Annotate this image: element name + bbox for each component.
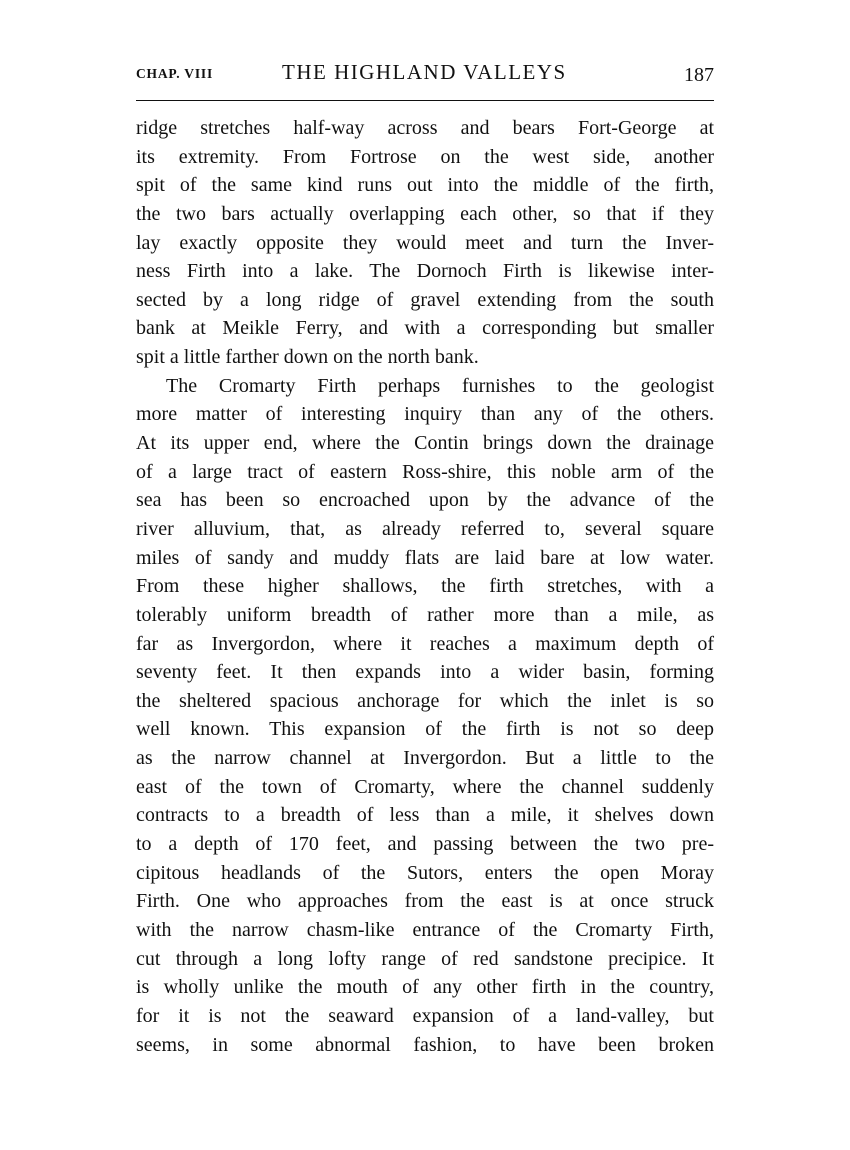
text-line: cipitous headlands of the Sutors, enters the open Moray	[136, 861, 714, 884]
text-line: sea has been so encroached upon by the advance of the	[136, 489, 714, 512]
text-line: seventy feet. It then expands into a wider basin, forming	[136, 661, 714, 684]
text-line: river alluvium, that, as already referred to, several square	[136, 517, 714, 540]
text-line: From these higher shallows, the firth stretches, with a	[136, 575, 714, 598]
text-line: At its upper end, where the Contin brings down the drainage	[136, 432, 714, 455]
text-line: the sheltered spacious anchorage for which the inlet is so	[136, 689, 714, 712]
text-line: sected by a long ridge of gravel extending from the south	[136, 288, 714, 311]
text-line: more matter of interesting inquiry than any of the others.	[136, 403, 714, 426]
text-line: seems, in some abnormal fashion, to have been broken	[136, 1033, 714, 1056]
text-line: to a depth of 170 feet, and passing between the two pre-	[136, 833, 714, 856]
text-line: of a large tract of eastern Ross-shire, this noble arm of the	[136, 460, 714, 483]
text-line: the two bars actually overlapping each other, so that if they	[136, 202, 714, 225]
running-title: THE HIGHLAND VALLEYS	[282, 60, 567, 84]
header-rule	[136, 100, 714, 101]
text-line: contracts to a breadth of less than a mile, it shelves down	[136, 804, 714, 827]
paragraph-first-line: The Cromarty Firth perhaps furnishes to the geologist	[166, 374, 714, 397]
page-number: 187	[684, 64, 714, 86]
text-line: its extremity. From Fortrose on the west side, another	[136, 145, 714, 168]
text-line: tolerably uniform breadth of rather more than a mile, as	[136, 603, 714, 626]
text-line: ness Firth into a lake. The Dornoch Firth is likewise inter-	[136, 260, 714, 283]
text-line: east of the town of Cromarty, where the channel suddenly	[136, 775, 714, 798]
running-head	[136, 58, 714, 92]
text-line: spit a little farther down on the north bank.	[136, 346, 479, 369]
text-line: well known. This expansion of the firth is not so deep	[136, 718, 714, 741]
text-line: Firth. One who approaches from the east is at once struck	[136, 890, 714, 913]
text-line: spit of the same kind runs out into the middle of the firth,	[136, 174, 714, 197]
text-line: as the narrow channel at Invergordon. But a little to the	[136, 747, 714, 770]
chapter-label: CHAP. VIII	[136, 66, 214, 81]
text-line: far as Invergordon, where it reaches a maximum depth of	[136, 632, 714, 655]
text-line: is wholly unlike the mouth of any other firth in the country,	[136, 976, 714, 999]
text-line: ridge stretches half-way across and bears Fort-George at	[136, 117, 714, 139]
text-line: bank at Meikle Ferry, and with a corresponding but smaller	[136, 317, 714, 340]
text-line: lay exactly opposite they would meet and turn the Inver-	[136, 231, 714, 254]
text-line: for it is not the seaward expansion of a land-valley, but	[136, 1004, 714, 1027]
body-text	[136, 114, 714, 1059]
text-line: with the narrow chasm-like entrance of the Cromarty Firth,	[136, 918, 714, 941]
text-line: miles of sandy and muddy flats are laid bare at low water.	[136, 546, 714, 569]
text-line: cut through a long lofty range of red sandstone precipice. It	[136, 947, 714, 970]
